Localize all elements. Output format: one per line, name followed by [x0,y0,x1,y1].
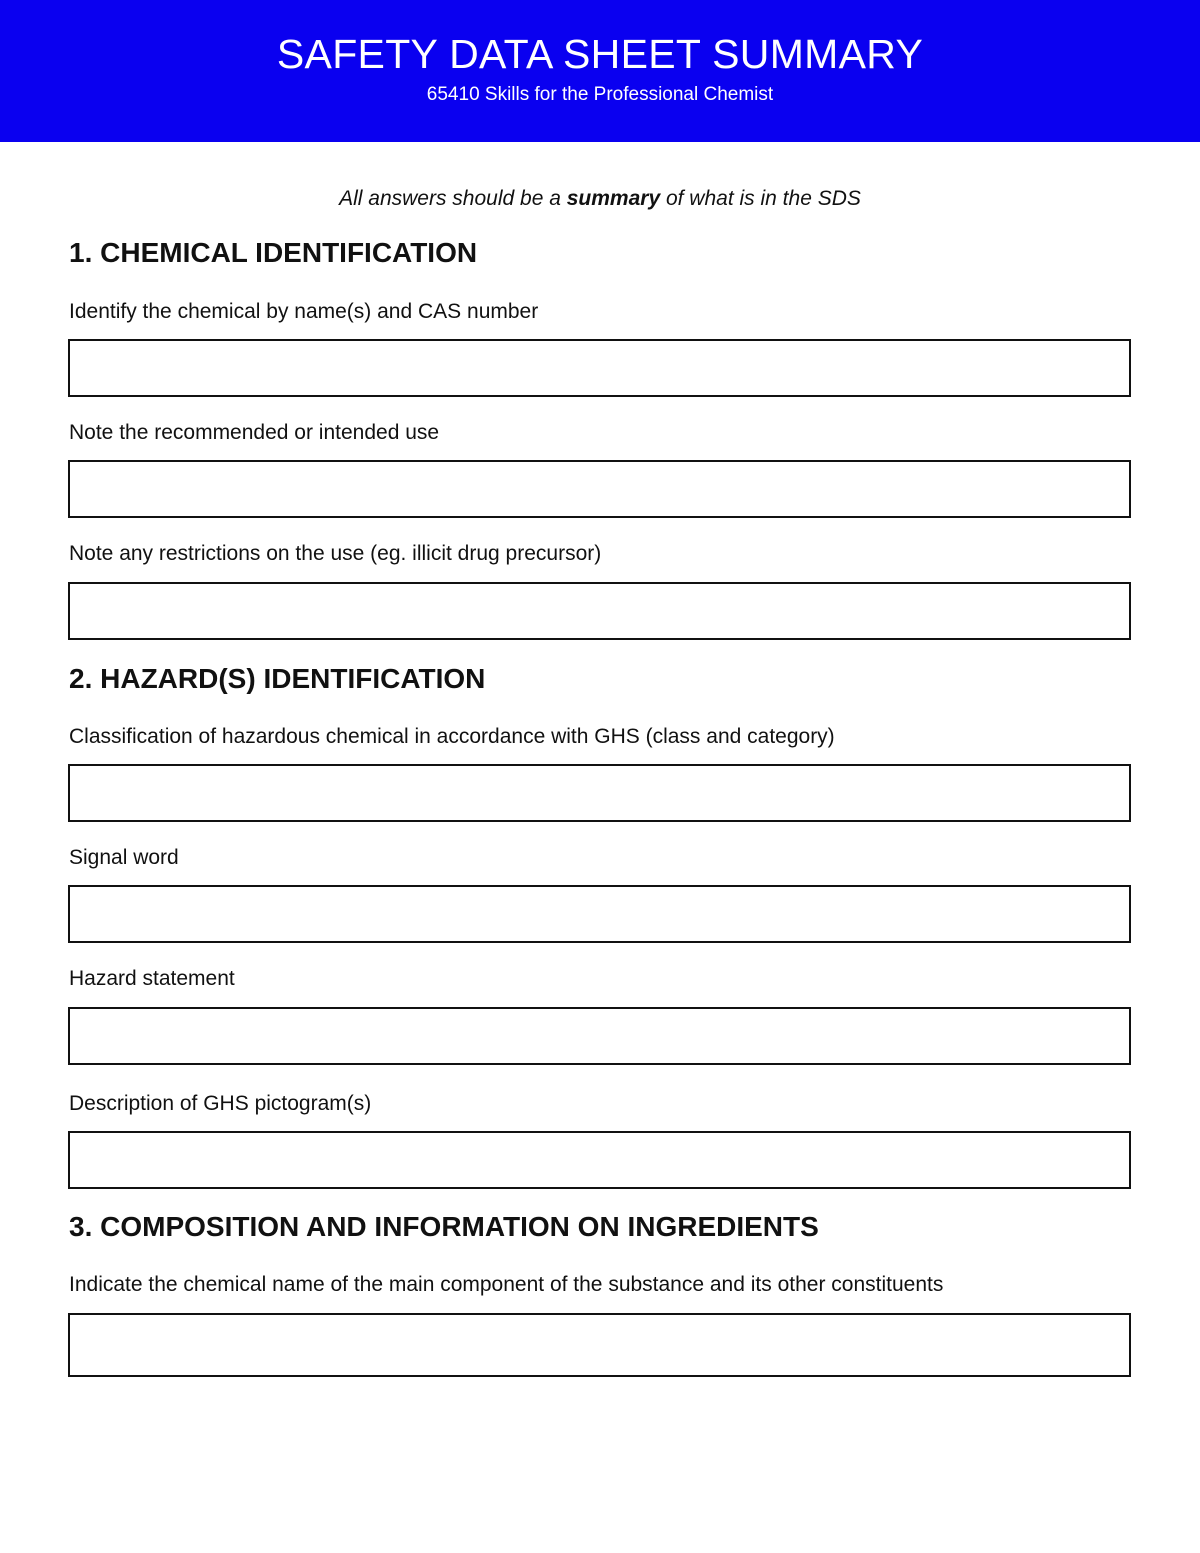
field-label-signal-word: Signal word [69,846,179,869]
field-label-main-component: Indicate the chemical name of the main component of the substance and its other constituents [69,1273,944,1296]
field-label-ghs-classification: Classification of hazardous chemical in accordance with GHS (class and category) [69,725,835,748]
document-title: SAFETY DATA SHEET SUMMARY [276,31,924,77]
field-box-use-restrictions[interactable] [68,582,1131,640]
section-heading-composition: 3. COMPOSITION AND INFORMATION ON INGREDIENTS [69,1211,819,1242]
field-box-ghs-pictograms[interactable] [68,1131,1131,1189]
field-label-hazard-statement: Hazard statement [69,967,235,990]
field-box-hazard-statement[interactable] [68,1007,1131,1065]
course-subtitle: 65410 Skills for the Professional Chemist [426,84,774,105]
header-band [0,0,1200,142]
field-label-chemical-name-cas: Identify the chemical by name(s) and CAS number [69,300,539,323]
field-box-signal-word[interactable] [68,885,1131,943]
field-box-ghs-classification[interactable] [68,764,1131,822]
field-box-chemical-name-cas[interactable] [68,339,1131,397]
instruction-before: All answers should be a [339,187,567,210]
instruction-emphasis: summary [566,187,661,210]
field-label-ghs-pictograms: Description of GHS pictogram(s) [69,1092,372,1115]
instruction-after: of what is in the SDS [660,187,861,210]
section-heading-hazard-identification: 2. HAZARD(S) IDENTIFICATION [69,663,486,694]
field-label-use-restrictions: Note any restrictions on the use (eg. illicit drug precursor) [69,542,602,565]
instruction-text [0,185,1200,213]
field-box-intended-use[interactable] [68,460,1131,518]
field-label-intended-use: Note the recommended or intended use [69,421,440,444]
section-heading-chemical-identification: 1. CHEMICAL IDENTIFICATION [69,237,478,268]
field-box-main-component[interactable] [68,1313,1131,1377]
